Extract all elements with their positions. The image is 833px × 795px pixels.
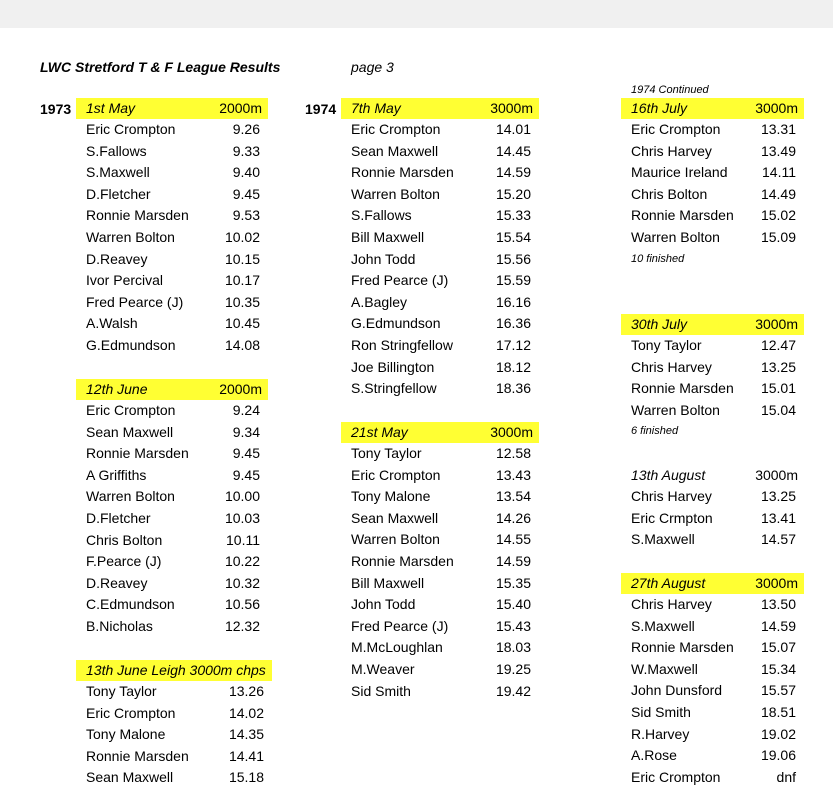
result-row	[76, 313, 268, 335]
athlete-name: Eric Crompton	[86, 121, 176, 137]
race-1st-may-1973	[76, 98, 268, 357]
athlete-name: Fred Pearce (J)	[351, 272, 449, 289]
result-time: 15.01	[760, 380, 796, 397]
athlete-name: A Griffiths	[86, 466, 147, 483]
athlete-name: S.Maxwell	[631, 531, 695, 548]
result-time: 13.25	[760, 488, 796, 504]
result-time: 9.26	[232, 121, 260, 137]
result-time: 19.25	[495, 660, 531, 677]
race-distance: 3000m	[755, 467, 798, 483]
athlete-name: Ronnie Marsden	[631, 380, 734, 397]
year-1974-label: 1974	[305, 101, 337, 117]
athlete-name: Eric Crompton	[351, 466, 441, 483]
athlete-name: Sid Smith	[631, 703, 691, 720]
result-time: 13.26	[228, 683, 264, 699]
race-7th-may-1974	[341, 98, 539, 400]
finishers-note	[621, 249, 804, 271]
result-row	[341, 249, 539, 271]
page-number: page 3	[351, 59, 394, 75]
result-row	[621, 486, 804, 508]
athlete-name: Ron Stringfellow	[351, 336, 453, 353]
race-date: 27th August	[631, 575, 706, 591]
athlete-name: Tony Malone	[351, 488, 431, 505]
result-time: 10.11	[226, 531, 260, 548]
result-row	[621, 378, 804, 400]
result-time: 15.04	[760, 401, 796, 418]
result-time: 13.31	[760, 121, 796, 137]
result-row	[621, 227, 804, 249]
result-row	[341, 508, 539, 530]
athlete-name: A.Walsh	[86, 315, 138, 332]
athlete-name: G.Edmundson	[351, 315, 441, 332]
athlete-name: Bill Maxwell	[351, 574, 425, 591]
race-date: 13th August	[631, 467, 706, 483]
athlete-name: Chris Harvey	[631, 358, 712, 375]
result-row	[621, 767, 804, 789]
result-time: 13.41	[760, 509, 796, 526]
athlete-name: R.Harvey	[631, 725, 690, 742]
result-row	[341, 270, 539, 292]
result-time: 10.35	[224, 293, 260, 310]
race-distance: 3000m	[490, 424, 533, 440]
result-row	[76, 335, 268, 357]
result-time: 14.26	[495, 509, 531, 526]
result-row	[621, 594, 804, 616]
result-row	[621, 745, 804, 767]
result-row	[341, 119, 539, 141]
result-time: 13.54	[495, 488, 531, 505]
result-row	[621, 400, 804, 422]
race-12th-june-1973	[76, 379, 268, 638]
athlete-name: D.Fletcher	[86, 185, 151, 202]
result-row	[76, 141, 268, 163]
result-row	[76, 746, 272, 768]
result-row	[341, 659, 539, 681]
result-time: 14.11	[762, 164, 796, 181]
result-time: 19.42	[495, 682, 531, 699]
athlete-name: Fred Pearce (J)	[351, 617, 449, 634]
result-row	[341, 313, 539, 335]
athlete-name: Warren Bolton	[631, 401, 720, 418]
result-time: 13.43	[495, 466, 531, 483]
result-row	[76, 616, 268, 638]
result-row	[341, 551, 539, 573]
result-row	[76, 767, 272, 789]
result-time: 10.56	[224, 596, 260, 613]
race-header	[621, 314, 804, 335]
athlete-name: Ronnie Marsden	[86, 445, 189, 462]
athlete-name: Ronnie Marsden	[631, 639, 734, 656]
result-row	[621, 616, 804, 638]
result-time: 14.57	[760, 531, 796, 548]
race-header	[621, 573, 804, 594]
result-time: 18.03	[495, 639, 531, 656]
athlete-name: Warren Bolton	[86, 228, 175, 245]
result-row	[76, 573, 268, 595]
result-time: 18.51	[760, 703, 796, 720]
result-row	[341, 162, 539, 184]
athlete-name: Ronnie Marsden	[86, 207, 189, 224]
result-time: 10.17	[224, 272, 260, 289]
result-row	[621, 335, 804, 357]
result-row	[341, 529, 539, 551]
result-time: 14.01	[495, 121, 531, 137]
result-time: 10.32	[224, 574, 260, 591]
athlete-name: Chris Harvey	[631, 488, 712, 504]
athlete-name: Warren Bolton	[631, 228, 720, 245]
result-time: 13.25	[760, 358, 796, 375]
result-time: 13.50	[760, 596, 796, 612]
athlete-name: Chris Harvey	[631, 596, 712, 612]
result-time: 19.06	[760, 747, 796, 764]
result-time: 14.59	[760, 617, 796, 634]
result-row	[341, 443, 539, 465]
athlete-name: Maurice Ireland	[631, 164, 728, 181]
result-row	[76, 443, 268, 465]
result-time: 15.54	[495, 228, 531, 245]
result-time: 15.35	[495, 574, 531, 591]
result-time: 14.35	[228, 726, 264, 743]
result-row	[341, 335, 539, 357]
race-header	[621, 98, 804, 119]
race-13th-august-1974	[621, 465, 804, 551]
result-row	[341, 465, 539, 487]
athlete-name: M.Weaver	[351, 660, 415, 677]
result-row	[76, 465, 268, 487]
result-time: 9.45	[232, 185, 260, 202]
athlete-name: Chris Bolton	[86, 531, 163, 548]
result-time: 10.03	[224, 509, 260, 526]
result-time: 10.02	[224, 228, 260, 245]
race-date: 7th May	[351, 100, 401, 116]
result-row	[621, 680, 804, 702]
athlete-name: S.Fallows	[86, 142, 147, 159]
athlete-name: Sean Maxwell	[86, 423, 174, 440]
race-header	[76, 379, 268, 400]
result-time: 13.49	[760, 142, 796, 159]
result-row	[621, 529, 804, 551]
page-title: LWC Stretford T & F League Results	[40, 59, 281, 75]
result-time: 9.45	[232, 466, 260, 483]
result-row	[341, 141, 539, 163]
result-row	[76, 486, 268, 508]
result-time: 10.00	[224, 488, 260, 505]
race-distance: 3000m	[490, 100, 533, 116]
athlete-name: S.Maxwell	[86, 164, 150, 181]
race-distance: 3000m	[755, 575, 798, 591]
race-header	[621, 465, 804, 486]
result-time: 15.59	[495, 272, 531, 289]
race-date: 30th July	[631, 316, 688, 332]
result-time: 9.53	[232, 207, 260, 224]
athlete-name: Warren Bolton	[351, 185, 440, 202]
athlete-name: Sean Maxwell	[86, 769, 174, 786]
athlete-name: F.Pearce (J)	[86, 553, 162, 570]
athlete-name: W.Maxwell	[631, 660, 698, 677]
result-time: 14.49	[760, 185, 796, 202]
result-time: 19.02	[760, 725, 796, 742]
athlete-name: Eric Crompton	[86, 704, 176, 721]
race-13th-june-leigh	[76, 660, 272, 789]
athlete-name: Ronnie Marsden	[351, 552, 454, 569]
race-date: 13th June Leigh 3000m chps	[86, 662, 266, 678]
result-row	[76, 162, 268, 184]
result-time: 9.45	[232, 445, 260, 462]
result-time: 14.41	[228, 747, 264, 764]
result-row	[76, 119, 268, 141]
athlete-name: Warren Bolton	[351, 531, 440, 548]
athlete-name: Sean Maxwell	[351, 509, 439, 526]
result-row	[76, 594, 268, 616]
result-time: 14.59	[495, 164, 531, 181]
athlete-name: Ronnie Marsden	[631, 207, 734, 224]
result-time: 9.34	[232, 423, 260, 440]
athlete-name: Eric Crmpton	[631, 509, 713, 526]
athlete-name: D.Reavey	[86, 574, 148, 591]
result-row	[621, 162, 804, 184]
result-row	[341, 227, 539, 249]
result-time: 17.12	[495, 336, 531, 353]
result-row	[621, 659, 804, 681]
result-row	[76, 703, 272, 725]
result-row	[341, 637, 539, 659]
race-header	[341, 98, 539, 119]
result-time: 15.34	[760, 660, 796, 677]
athlete-name: M.McLoughlan	[351, 639, 443, 656]
result-time: 15.56	[495, 250, 531, 267]
continued-note: 1974 Continued	[631, 84, 709, 96]
result-row	[76, 551, 268, 573]
athlete-name: Tony Malone	[86, 726, 166, 743]
result-time: 14.08	[224, 336, 260, 353]
result-row	[621, 205, 804, 227]
result-time: 10.45	[224, 315, 260, 332]
result-time: 15.20	[495, 185, 531, 202]
result-time: 12.47	[760, 337, 796, 353]
result-time: 16.16	[495, 293, 531, 310]
athlete-name: C.Edmundson	[86, 596, 175, 613]
race-30th-july-1974	[621, 314, 804, 443]
athlete-name: Eric Crompton	[351, 121, 441, 137]
top-bar	[0, 0, 833, 28]
athlete-name: G.Edmundson	[86, 336, 176, 353]
race-21st-may-1974	[341, 422, 539, 702]
result-time: 14.45	[495, 142, 531, 159]
result-time: 15.57	[760, 682, 796, 699]
result-row	[76, 292, 268, 314]
result-row	[76, 270, 268, 292]
result-time: 14.59	[495, 552, 531, 569]
result-row	[76, 724, 272, 746]
race-date: 12th June	[86, 381, 148, 397]
result-time: 15.09	[760, 228, 796, 245]
race-27th-august-1974	[621, 573, 804, 788]
athlete-name: B.Nicholas	[86, 617, 153, 634]
result-row	[621, 119, 804, 141]
athlete-name: Ivor Percival	[86, 272, 164, 289]
result-row	[621, 357, 804, 379]
result-row	[341, 594, 539, 616]
result-row	[341, 292, 539, 314]
athlete-name: Sean Maxwell	[351, 142, 439, 159]
race-distance: 3000m	[755, 316, 798, 332]
result-row	[341, 573, 539, 595]
athlete-name: Joe Billington	[351, 358, 435, 375]
result-row	[76, 422, 268, 444]
result-time: 14.55	[495, 531, 531, 548]
finishers-note-text: 6 finished	[631, 425, 679, 438]
athlete-name: Tony Taylor	[86, 683, 157, 699]
athlete-name: John Todd	[351, 596, 416, 613]
result-row	[76, 249, 268, 271]
result-row	[621, 508, 804, 530]
race-date: 1st May	[86, 100, 136, 116]
race-header	[76, 98, 268, 119]
result-row	[76, 184, 268, 206]
result-time: 12.58	[495, 445, 531, 461]
athlete-name: S.Stringfellow	[351, 380, 437, 397]
result-row	[621, 141, 804, 163]
result-row	[341, 357, 539, 379]
race-16th-july-1974	[621, 98, 804, 270]
race-distance: 2000m	[219, 100, 262, 116]
result-row	[341, 184, 539, 206]
athlete-name: A.Bagley	[351, 293, 408, 310]
athlete-name: S.Maxwell	[631, 617, 695, 634]
result-time: 9.24	[232, 402, 260, 418]
result-row	[341, 681, 539, 703]
race-distance: 3000m	[755, 100, 798, 116]
result-row	[76, 227, 268, 249]
athlete-name: D.Reavey	[86, 250, 148, 267]
finishers-note-text: 10 finished	[631, 252, 685, 265]
finishers-note	[621, 421, 804, 443]
result-row	[76, 681, 272, 703]
athlete-name: Chris Harvey	[631, 142, 712, 159]
athlete-name: Ronnie Marsden	[86, 747, 189, 764]
result-time: 15.43	[495, 617, 531, 634]
result-row	[76, 508, 268, 530]
athlete-name: John Dunsford	[631, 682, 723, 699]
result-row	[341, 205, 539, 227]
result-time: 15.33	[495, 207, 531, 224]
athlete-name: Bill Maxwell	[351, 228, 425, 245]
result-time: dnf	[776, 768, 796, 785]
result-time: 10.15	[224, 250, 260, 267]
result-time: 9.33	[232, 142, 260, 159]
result-time: 12.32	[224, 617, 260, 634]
result-row	[341, 378, 539, 400]
result-time: 15.02	[760, 207, 796, 224]
result-time: 14.02	[228, 704, 264, 721]
athlete-name: D.Fletcher	[86, 509, 151, 526]
race-distance: 2000m	[219, 381, 262, 397]
athlete-name: Sid Smith	[351, 682, 411, 699]
result-row	[621, 184, 804, 206]
result-row	[621, 637, 804, 659]
athlete-name: Tony Taylor	[631, 337, 702, 353]
result-time: 15.07	[760, 639, 796, 656]
race-header	[341, 422, 539, 443]
athlete-name: A.Rose	[631, 747, 677, 764]
result-row	[76, 530, 268, 552]
athlete-name: Eric Crompton	[631, 121, 721, 137]
result-time: 15.40	[495, 596, 531, 613]
result-row	[76, 400, 268, 422]
athlete-name: Warren Bolton	[86, 488, 175, 505]
athlete-name: Chris Bolton	[631, 185, 708, 202]
athlete-name: S.Fallows	[351, 207, 412, 224]
result-time: 18.12	[495, 358, 531, 375]
year-1973-label: 1973	[40, 101, 72, 117]
athlete-name: John Todd	[351, 250, 416, 267]
athlete-name: Eric Crompton	[86, 402, 176, 418]
result-row	[341, 486, 539, 508]
result-time: 18.36	[495, 380, 531, 397]
result-row	[621, 724, 804, 746]
result-time: 9.40	[232, 164, 260, 181]
result-time: 10.22	[224, 553, 260, 570]
result-row	[341, 616, 539, 638]
athlete-name: Eric Crompton	[631, 768, 721, 785]
race-date: 16th July	[631, 100, 688, 116]
athlete-name: Fred Pearce (J)	[86, 293, 184, 310]
result-row	[76, 205, 268, 227]
race-header	[76, 660, 272, 681]
race-date: 21st May	[351, 424, 408, 440]
athlete-name: Ronnie Marsden	[351, 164, 454, 181]
result-row	[621, 702, 804, 724]
athlete-name: Tony Taylor	[351, 445, 422, 461]
result-time: 16.36	[495, 315, 531, 332]
result-time: 15.18	[228, 769, 264, 786]
